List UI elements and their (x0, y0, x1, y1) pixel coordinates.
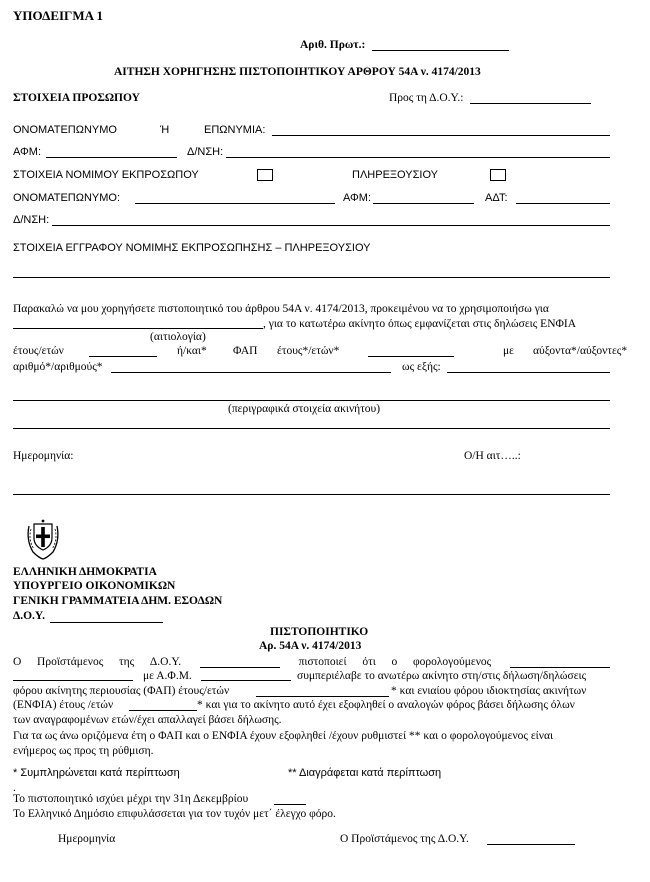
certificate-enfia-text: * και ενιαίου φόρου ιδιοκτησίας ακινήτων (391, 685, 587, 697)
certificate-doy-field[interactable] (200, 658, 280, 668)
separator-dot: . (13, 782, 16, 794)
fap-years-field[interactable] (368, 356, 454, 357)
doy-field[interactable] (470, 103, 591, 104)
applicant-signature-label: Ο/Η αιτ…..: (464, 450, 521, 462)
representation-document-label: ΣΤΟΙΧΕΙΑ ΕΓΓΡΑΦΟΥ ΝΟΜΙΜΗΣ ΕΚΠΡΟΣΩΠΗΣΗΣ – ΠΛΗΡΕΞΟΥΣΙΟΥ (13, 242, 371, 254)
proxy-label: ΠΛΗΡΕΞΟΥΣΙΟΥ (352, 169, 438, 181)
number-label: αριθμό*/αριθμούς* (13, 361, 103, 373)
certificate-title: ΠΙΣΤΟΠΟΙΗΤΙΚΟ (270, 626, 369, 638)
property-details-field-1[interactable] (13, 400, 610, 401)
protocol-label: Αριθ. Πρωτ.: (300, 39, 366, 51)
fap-label: ΦΑΠ (233, 345, 258, 357)
head-signature-field[interactable] (487, 844, 575, 845)
company-name-label: ΕΠΩΝΥΜΙΑ: (204, 124, 266, 136)
request-date-label: Ημερομηνία: (13, 450, 74, 462)
note-delete: ** Διαγράφεται κατά περίπτωση (288, 767, 442, 779)
template-label: ΥΠΟΔΕΙΓΜΑ 1 (13, 8, 104, 23)
authority-doy-field[interactable] (50, 622, 163, 623)
protocol-number-field[interactable] (372, 50, 509, 51)
validity-text: Το πιστοποιητικό ισχύει μέχρι την 31η Δεκεμβρίου (13, 793, 249, 805)
afm-label: ΑΦΜ: (13, 146, 42, 158)
authority-line2: ΥΠΟΥΡΓΕΙΟ ΟΙΚΟΝΟΜΙΚΩΝ (13, 580, 176, 592)
as-follows-label: ως εξής: (402, 361, 441, 373)
head-signature-label: Ο Προϊστάμενος της Δ.Ο.Υ. (340, 833, 469, 845)
afm-field[interactable] (46, 157, 177, 158)
property-description-caption: (περιγραφικά στοιχεία ακινήτου) (228, 403, 381, 415)
request-text-line1: Παρακαλώ να μου χορηγήσετε πιστοποιητικό του άρθρου 54Α ν. 4174/2013, προκειμένου να το χρησιμοποιήσω για (13, 303, 549, 315)
certificate-date-label: Ημερομηνία (58, 833, 116, 845)
authority-line1: ΕΛΛΗΝΙΚΗ ΔΗΜΟΚΡΑΤΙΑ (13, 566, 157, 578)
hellenic-emblem-icon (23, 516, 63, 560)
reason-field[interactable] (13, 328, 263, 329)
legal-representative-checkbox[interactable] (257, 169, 273, 181)
certificate-afm-label: με Α.Φ.Μ. (143, 670, 192, 682)
name-label: ΟΝΟΜΑΤΕΠΩΝΥΜΟ (13, 124, 117, 136)
representative-name-field[interactable] (135, 203, 335, 204)
certificate-text-line6: Για τα ως άνω οριζόμενα έτη ο ΦΑΠ και ο ΕΝΦΙΑ έχουν εξοφληθεί /έχουν ρυθμιστεί ** και ο φορολογούμενος είναι (13, 730, 554, 742)
taxpayer-name-continued-field[interactable] (13, 680, 133, 681)
legal-representative-label: ΣΤΟΙΧΕΙΑ ΝΟΜΙΜΟΥ ΕΚΠΡΟΣΩΠΟΥ (13, 169, 199, 181)
certificate-paid-text: * και για το ακίνητο αυτό έχει εξοφληθεί ο αναλογών φόρος βάσει δήλωσης όλων (197, 699, 575, 711)
name-field[interactable] (272, 135, 610, 136)
representative-address-field[interactable] (52, 225, 610, 226)
to-doy-label: Προς τη Δ.Ο.Υ.: (389, 92, 464, 104)
representation-document-field[interactable] (13, 277, 610, 278)
request-text-line2: , για το κατωτέρω ακίνητο όπως εμφανίζεται στις δηλώσεις ΕΝΦΙΑ (263, 318, 577, 330)
authority-doy-label: Δ.Ο.Υ. (13, 610, 46, 622)
year-star-label: έτους*/ετών* (277, 345, 340, 357)
certificate-afm-field[interactable] (201, 680, 291, 681)
address-field[interactable] (226, 157, 610, 158)
representative-id-label: ΑΔΤ: (485, 192, 508, 204)
serial-label: αύξοντα*/αύξοντες* (533, 345, 628, 357)
certificate-subtitle: Αρ. 54Α ν. 4174/2013 (259, 640, 362, 652)
certificate-fap-years-field[interactable] (256, 696, 389, 697)
validity-year-field[interactable] (274, 804, 306, 805)
with-label: με (503, 345, 514, 357)
representative-address-label: Δ/ΝΣΗ: (13, 214, 50, 226)
certificate-text-line5: των αναγραφομένων ετών/έχει απαλλαγεί βάσει δήλωσης. (13, 714, 282, 726)
name-or-label: Ή (160, 124, 170, 136)
years-field[interactable] (89, 356, 157, 357)
representative-id-field[interactable] (516, 203, 610, 204)
authority-line3: ΓΕΝΙΚΗ ΓΡΑΜΜΑΤΕΙΑ ΔΗΜ. ΕΣΟΔΩΝ (13, 595, 223, 607)
representative-afm-label: ΑΦΜ: (343, 192, 372, 204)
certificate-included-text: συμπεριέλαβε το ανωτέρω ακίνητο στη/στις δήλωση/δηλώσεις (297, 670, 587, 682)
address-label: Δ/ΝΣΗ: (187, 146, 224, 158)
note-fill-in: * Συμπληρώνεται κατά περίπτωση (13, 767, 180, 779)
reason-caption: (αιτιολογία) (150, 331, 206, 343)
request-signature-line[interactable] (13, 494, 610, 495)
certificate-paragraph-line1: Ο Προϊστάμενος της Δ.Ο.Υ. πιστοποιεί ότι ο φορολογούμενος (13, 655, 610, 668)
taxpayer-name-field[interactable] (510, 658, 610, 668)
representative-name-label: ΟΝΟΜΑΤΕΠΩΝΥΜΟ: (13, 192, 121, 204)
form-title: ΑΙΤΗΣΗ ΧΟΡΗΓΗΣΗΣ ΠΙΣΤΟΠΟΙΗΤΙΚΟΥ ΑΡΘΡΟΥ 54Α ν. 4174/2013 (114, 66, 481, 78)
as-follows-field[interactable] (447, 372, 610, 373)
property-details-field-2[interactable] (13, 428, 610, 429)
personal-section-title: ΣΤΟΙΧΕΙΑ ΠΡΟΣΩΠΟΥ (13, 92, 140, 104)
serial-numbers-field[interactable] (111, 372, 391, 373)
certificate-text-line7: ενήμερος ως προς τη ρύθμιση. (13, 745, 154, 757)
reservation-text: Το Ελληνικό Δημόσιο επιφυλάσσεται για τον τυχόν μετ΄ έλεγχο φόρο. (13, 808, 336, 820)
proxy-checkbox[interactable] (490, 169, 506, 181)
years-label: έτους/ετών (13, 345, 64, 357)
certificate-fap-text: φόρου ακίνητης περιουσίας (ΦΑΠ) έτους/ετών (13, 685, 230, 697)
representative-afm-field[interactable] (373, 203, 474, 204)
and-or-label: ή/και* (177, 345, 207, 357)
certificate-enfia-years-field[interactable] (129, 710, 197, 711)
certificate-enfia-years-label: (ΕΝΦΙΑ) έτους /ετών (13, 699, 114, 711)
